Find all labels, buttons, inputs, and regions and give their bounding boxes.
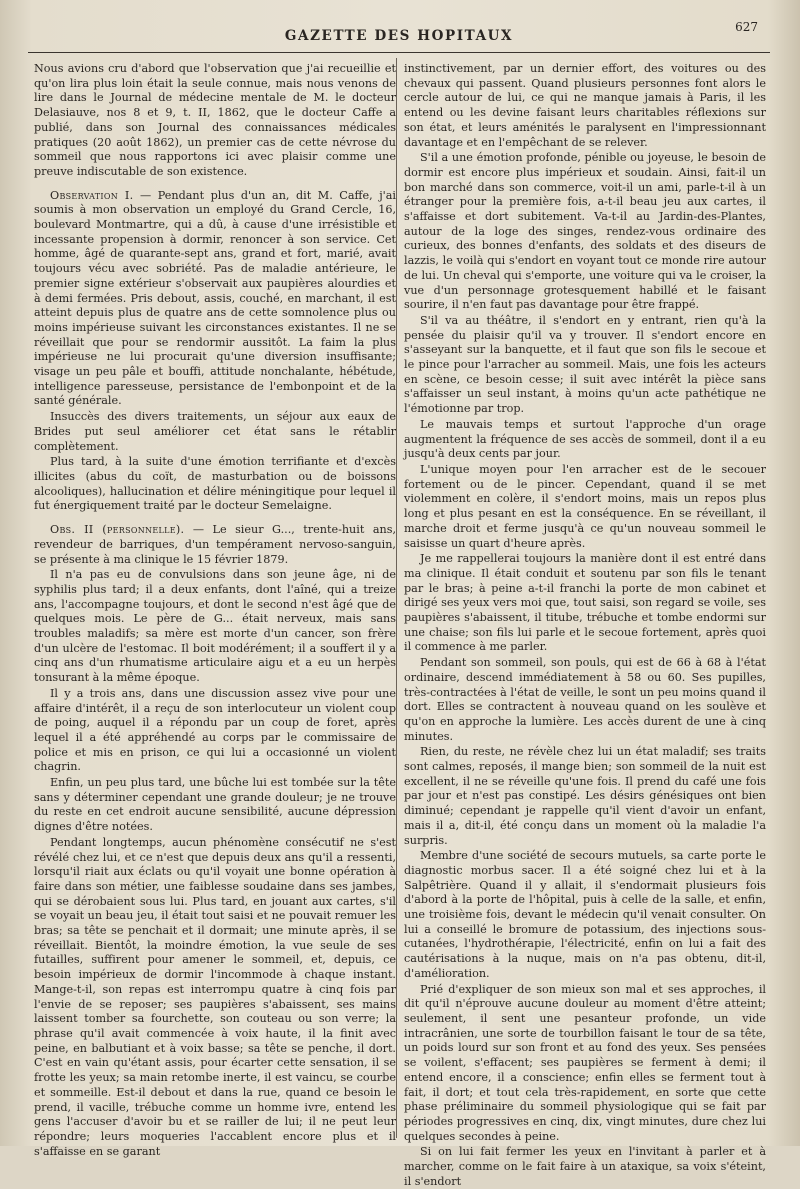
paragraph: Je me rappellerai toujours la manière dont il est entré dans ma clinique. Il était conduit et soutenu par son fils le tenant par le bras; à peine a-t-il franchi la porte de mon cabinet et dirigé ses yeux vers moi que, tout saisi, son regard se voile, ses paupières s'abaissent, il titube, trébuche et tombe endormi sur une chaise; son fils lui parle et le secoue fortement, après quoi il commence à me parler. <box>404 552 766 654</box>
paragraph: S'il va au théâtre, il s'endort en y entrant, rien qu'à la pensée du plaisir qu'il va y trouver. Il s'endort encore en s'asseyant sur la banquette, et il faut que son fils le secoue et le pince pour l'arracher au sommeil. Mais, une fois les acteurs en scène, ce besoin cesse; il suit avec intérêt la pièce sans s'affaisser un seul instant, à moins qu'un acte pathétique ne l'émotionne par trop. <box>404 313 766 416</box>
paragraph: Pendant son sommeil, son pouls, qui est de 66 à 68 à l'état ordinaire, descend immédiatement à 58 ou 60. Ses pupilles, très-contractées à l'état de veille, le sont un peu moins quand il dort. Elles se contractent à nouveau quand on les soulève et qu'on en approche la lumière. Les accès durent de une à cinq minutes. <box>404 656 766 743</box>
paragraph: Membre d'une société de secours mutuels, sa carte porte le diagnostic morbus sacer. Il a été soigné chez lui et à la Salpêtrière. Quand il y allait, il s'endormait plusieurs fois d'abord à la porte de l'hôpital, puis à celle de la salle, et enfin, une troisième fois, devant le médecin qu'il venait consulter. On lui a conseillé le bromure de potassium, des injections sous-cutanées, l'hydrothérapie, l'électricité, enfin on lui a fait des cautérisations à la nuque, mais on n'a pas obtenu, dit-il, d'amélioration. <box>404 849 766 980</box>
observation-1-label: Observation I. <box>50 188 134 202</box>
paragraph: Insuccès des divers traitements, un séjour aux eaux de Brides put seul améliorer cet état sans le rétablir complètement. <box>34 410 396 453</box>
left-column <box>34 62 396 1158</box>
journal-title: GAZETTE DES HOPITAUX <box>284 28 514 44</box>
paragraph: Rien, du reste, ne révèle chez lui un état maladif; ses traits sont calmes, reposés, il mange bien; son sommeil de la nuit est excellent, il ne se réveille qu'une fois. Il prend du café une fois par jour et n'est pas constipé. Les désirs génésiques ont bien diminué; cependant je rappelle qu'il vient d'avoir un enfant, mais il a, dit-il, été conçu dans un moment où la maladie l'a surpris. <box>404 745 766 847</box>
column-divider <box>396 58 397 1138</box>
paragraph: Le mauvais temps et surtout l'approche d'un orage augmentent la fréquence de ses accès de sommeil, dont il a eu jusqu'à deux cents par jour. <box>404 417 766 461</box>
header-rule <box>28 52 770 53</box>
paragraph: Prié d'expliquer de son mieux son mal et ses approches, il dit qu'il n'éprouve aucune douleur au moment d'être atteint; seulement, il sent une pesanteur profonde, un vide intracrânien, une sorte de tourbillon faisant le tour de sa tête, un poids lourd sur son front et au fond des yeux. Ses pensées se voilent, s'effacent; ses paupières se ferment à demi; il entend encore, il a conscience; enfin elles se ferment tout à fait, il dort; et tout cela très-rapidement, en sorte que cette phase préliminaire du sommeil physiologique qui se fait par périodes progressives en cinq, dix, vingt minutes, dure chez lui quelques secondes à peine. <box>404 982 766 1143</box>
paragraph-observation-1 <box>34 189 396 410</box>
observation-1-text: — Pendant plus d'un an, dit M. Caffe, j'ai soumis à mon observation un employé du Grand Cercle, 16, boulevard Montmartre, qui a dû, à cause d'une irrésistible et incessante propension à dormir, renoncer à son service. Cet homme, âgé de quarante-sept ans, grand et fort, marié, avait toujours vécu avec sobriété. Pas de maladie antérieure, le premier signe extérieur s'observait aux paupières alourdies et à demi fermées. Pris debout, assis, couché, en marchant, il est atteint depuis plus de quatre ans de cette somnolence plus ou moins impérieuse suivant les circonstances existantes. Il ne se réveillait que pour se rendormir aussitôt. La faim la plus impérieuse ne lui procurait qu'une diversion insuffisante; visage un peu pâle et bouffi, attitude nonchalante, hébétude, intelligence paresseuse, persistance de l'embonpoint et de la santé générale. <box>34 188 396 408</box>
paragraph: Plus tard, à la suite d'une émotion terrifiante et d'excès illicites (abus du coït, de masturbation ou de boissons alcooliques), hallucination et délire méningitique pour lequel il fut énergiquement traité par le docteur Semelaigne. <box>34 455 396 513</box>
page-header <box>28 14 770 52</box>
paragraph: S'il a une émotion profonde, pénible ou joyeuse, le besoin de dormir est encore plus impérieux et soudain. Ainsi, fait-il un bon marché dans son commerce, voit-il un ami, parle-t-il à un étranger pour la première fois, a-t-il beau jeu aux cartes, il s'affaisse et dort subitement. Va-t-il au Jardin-des-Plantes, autour de la loge des singes, rendez-vous ordinaire des curieux, des bonnes d'enfants, des soldats et des diseurs de lazzis, le voilà qui s'endort en voyant tout ce monde rire autour de lui. Un cheval qui s'emporte, une voiture qui va le croiser, la vue d'un personnage grotesquement habillé et le faisant sourire, il n'en faut pas davantage pour être frappé. <box>404 151 766 312</box>
paragraph: Il y a trois ans, dans une discussion assez vive pour une affaire d'intérêt, il a reçu de son interlocuteur un violent coup de poing, auquel il a répondu par un coup de foret, après lequel il a été appréhendé au corps par le commissaire de police et mis en prison, ce qui lui a occasionné un violent chagrin. <box>34 686 396 774</box>
paragraph: Pendant longtemps, aucun phénomène consécutif ne s'est révélé chez lui, et ce n'est que depuis deux ans qu'il a ressenti, lorsqu'il riait aux éclats ou qu'il voyait une bonne opération à faire dans son métier, une faiblesse soudaine dans ses jambes, qui se dérobaient sous lui. Plus tard, en jouant aux cartes, s'il se voyait un beau jeu, il était tout saisi et ne pouvait remuer les bras; sa tête se penchait et il dormait; une minute après, il se réveillait. Bientôt, la moindre émotion, la vue seule de ses futailles, suffirent pour amener le sommeil, et, depuis, ce besoin impérieux de dormir l'incommode à chaque instant. Mange-t-il, son repas est interrompu quatre à cinq fois par l'envie de se reposer; ses paupières s'abaissent, ses mains laissent tomber sa fourchette, son couteau ou son verre; la phrase qu'il avait commencée à voix haute, il la finit avec peine, en balbutiant et à voix basse; sa tête se penche, il dort. C'est en vain qu'étant assis, pour écarter cette sensation, il se frotte les yeux; sa main retombe inerte, il est vaincu, se courbe et sommeille. Est-il debout et dans la rue, quand ce besoin le prend, il vacille, trébuche comme un homme ivre, entend les gens l'accuser d'avoir bu et se railler de lui; il ne peut leur répondre; leurs moqueries l'accablent encore plus et il s'affaisse en se garant <box>34 835 396 1158</box>
observation-2-text: — Le sieur G..., trente-huit ans, revendeur de barriques, d'un tempérament nervoso-sanguin, se présente à ma clinique le 15 février 1879. <box>34 523 396 566</box>
paragraph: L'unique moyen pour l'en arracher est de le secouer fortement ou de le pincer. Cependant, quand il se met violemment en colère, il s'endort moins, mais un repos plus long et plus pesant en est la conséquence. En se réveillant, il marche droit et ferme jusqu'à ce qu'un nouveau sommeil le saisisse un quart d'heure après. <box>404 462 766 550</box>
paragraph: Il n'a pas eu de convulsions dans son jeune âge, ni de syphilis plus tard; il a deux enfants, dont l'aîné, qui a treize ans, l'accompagne toujours, et dont le second n'est âgé que de quelques mois. Le père de G... était nerveux, mais sans troubles maladifs; sa mère est morte d'un cancer, son frère d'un ulcère de l'estomac. Il boit modérément; il a souffert il y a cinq ans d'un rhumatisme articulaire aigu et a eu un herpès tonsurant à la même époque. <box>34 568 396 685</box>
paragraph: Si on lui fait fermer les yeux en l'invitant à parler et à marcher, comme on le fait faire à un ataxique, sa voix s'éteint, il s'endort <box>404 1145 766 1188</box>
paragraph-intro: Nous avions cru d'abord que l'observation que j'ai recueillie et qu'on lira plus loin était la seule connue, mais nous venons de lire dans le Journal de médecine mentale de M. le docteur Delasiauve, nos 8 et 9, t. II, 1862, que le docteur Caffe a publié, dans son Journal des connaissances médicales pratiques (20 août 1862), un premier cas de cette névrose du sommeil que nous rapportons ici avec plaisir comme une preuve indiscutable de son existence. <box>34 62 396 178</box>
paragraph-observation-2 <box>34 523 396 567</box>
observation-2-label: Obs. II (personnelle). <box>50 523 185 537</box>
paragraph: Enfin, un peu plus tard, une bûche lui est tombée sur la tête sans y déterminer cependant une grande douleur; je ne trouve du reste en cet endroit aucune sensibilité, aucune dépression dignes d'être notées. <box>34 776 396 834</box>
paragraph-continued: instinctivement, par un dernier effort, des voitures ou des chevaux qui passent. Quand plusieurs personnes font alors le cercle autour de lui, ce qui ne manque jamais à Paris, il les entend ou les devine faisant leurs charitables réflexions sur son état, et leurs aménités le paralysent en l'impressionnant davantage et en l'empêchant de se relever. <box>404 62 766 149</box>
page-number: 627 <box>735 20 758 34</box>
right-column <box>404 62 766 1188</box>
